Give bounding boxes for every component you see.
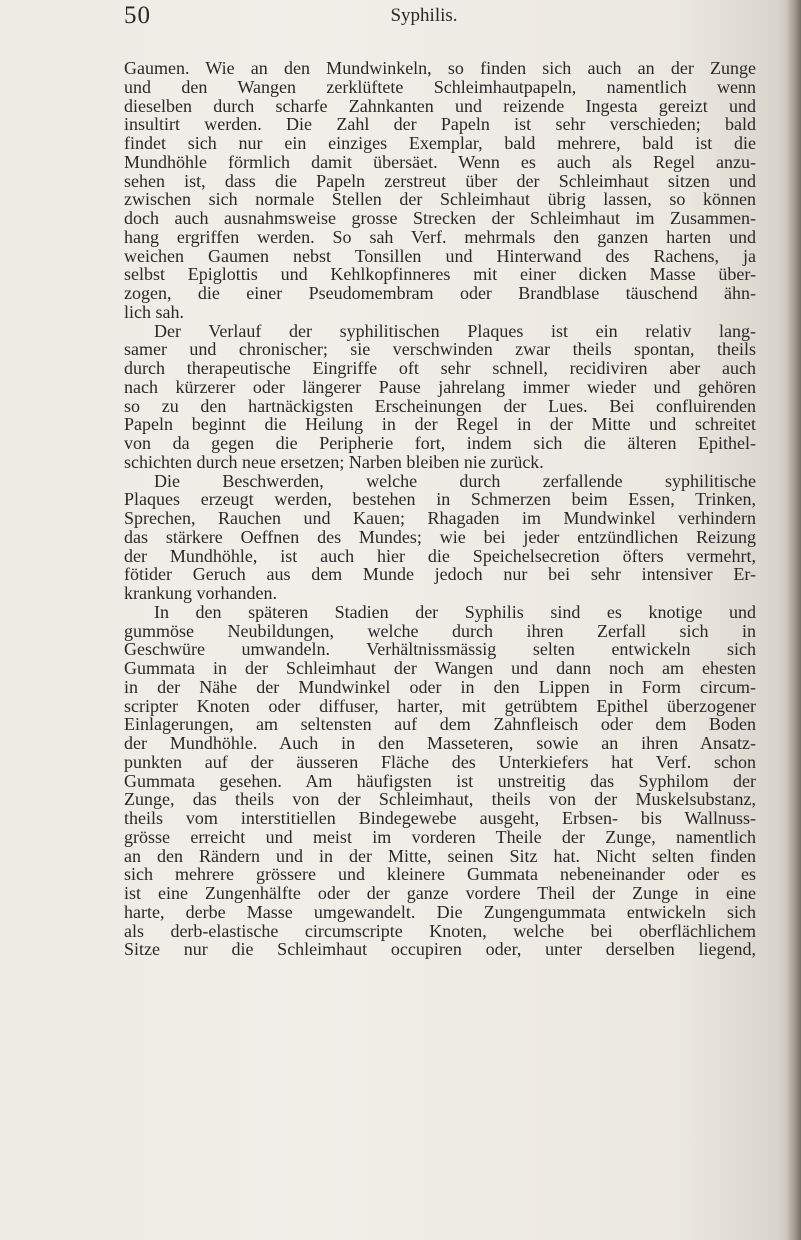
text-line: schichten durch neue ersetzen; Narben bleiben nie zurück. (124, 451, 544, 472)
text-line: dieselben durch scharfe Zahnkanten und reizende Ingesta gereizt und (124, 95, 756, 116)
text-line: Gummata in der Schleimhaut der Wangen und dann noch am ehesten (124, 658, 756, 678)
text-line: der Mundhöhle. Auch in den Masseteren, sowie an ihren Ansatz- (124, 733, 756, 753)
text-line: sich mehrere grössere und kleinere Gummata nebeneinander oder es (124, 864, 756, 885)
text-line: Zunge, das theils von der Schleimhaut, theils von der Muskelsubstanz, (124, 789, 756, 810)
text-line: Gummata gesehen. Am häufigsten ist unstreitig das Syphilom der (124, 770, 756, 791)
text-line: Sprechen, Rauchen und Kauen; Rhagaden im Mundwinkel verhindern (124, 508, 756, 528)
text-line: das stärkere Oeffnen des Mundes; wie bei jeder entzündlichen Reizung (124, 526, 756, 547)
text-line: weichen Gaumen nebst Tonsillen und Hinterwand des Rachens, ja (124, 245, 756, 266)
text-line: zogen, die einer Pseudomembram oder Brandblase täuschend ähn- (124, 283, 756, 303)
text-line: durch therapeutische Eingriffe oft sehr schnell, recidiviren aber auch (124, 358, 756, 378)
text-line: insultirt werden. Die Zahl der Papeln ist sehr verschieden; bald (124, 114, 756, 135)
text-line: hang ergriffen werden. So sah Verf. mehrmals den ganzen harten und (124, 226, 756, 247)
text-line: lich sah. (124, 301, 184, 322)
text-line: samer und chronischer; sie verschwinden zwar theils spontan, theils (124, 339, 756, 360)
text-line: In den späteren Stadien der Syphilis sind es knotige und (154, 601, 756, 622)
text-line: Einlagerungen, am seltensten auf dem Zahnfleisch oder dem Boden (124, 714, 756, 735)
text-line: grösse erreicht und meist im vorderen Theile der Zunge, namentlich (124, 826, 756, 847)
text-line: als derb-elastische circumscripte Knoten, welche bei oberflächlichem (124, 920, 756, 941)
text-line: so zu den hartnäckigsten Erscheinungen der Lues. Bei confluirenden (124, 395, 756, 416)
text-line: Plaques erzeugt werden, bestehen in Schmerzen beim Essen, Trinken, (124, 489, 756, 510)
body-text (124, 59, 756, 959)
text-line: harte, derbe Masse umgewandelt. Die Zungengummata entwickeln sich (124, 901, 756, 922)
page-edge-shadow (787, 0, 801, 1240)
text-line: krankung vorhanden. (124, 583, 277, 603)
text-line: fötider Geruch aus dem Munde jedoch nur bei sehr intensiver Er- (124, 564, 756, 585)
text-line: Die Beschwerden, welche durch zerfallende syphilitische (154, 470, 756, 491)
text-line: scripter Knoten oder diffuser, harter, mit getrübtem Epithel überzogener (124, 695, 756, 716)
text-line: der Mundhöhle, ist auch hier die Speichelsecretion öfters vermehrt, (124, 545, 756, 566)
text-line: punkten auf der äusseren Fläche des Unterkiefers hat Verf. schon (124, 751, 756, 772)
text-line: Geschwüre umwandeln. Verhältnissmässig selten entwickeln sich (124, 639, 756, 660)
text-line: und den Wangen zerklüftete Schleimhautpapeln, namentlich wenn (124, 76, 756, 97)
text-line: theils vom interstitiellen Bindegewebe ausgeht, Erbsen- bis Wallnuss- (124, 808, 756, 828)
text-line: Papeln beginnt die Heilung in der Regel in der Mitte und schreitet (124, 414, 756, 435)
page-header (124, 2, 724, 32)
running-head-text: Syphilis. (390, 5, 458, 26)
text-line: gummöse Neubildungen, welche durch ihren Zerfall sich in (124, 620, 756, 641)
page-number: 50 (124, 2, 151, 29)
running-head (124, 5, 724, 27)
text-line: findet sich nur ein einziges Exemplar, bald mehrere, bald ist die (124, 133, 756, 153)
text-line: ist eine Zungenhälfte oder der ganze vordere Theil der Zunge in eine (124, 883, 756, 903)
text-line: von da gegen die Peripherie fort, indem sich die älteren Epithel- (124, 433, 756, 453)
text-line: Der Verlauf der syphilitischen Plaques ist ein relativ lang- (154, 320, 756, 341)
text-line: nach kürzerer oder längerer Pause jahrelang immer wieder und gehören (124, 376, 756, 397)
text-line: Sitze nur die Schleimhaut occupiren oder, unter derselben liegend, (124, 939, 756, 960)
text-line: Gaumen. Wie an den Mundwinkeln, so finden sich auch an der Zunge (124, 58, 756, 78)
text-line: an den Rändern und in der Mitte, seinen Sitz hat. Nicht selten finden (124, 845, 756, 866)
text-line: selbst Epiglottis und Kehlkopfinneres mit einer dicken Masse über- (124, 264, 756, 285)
text-line: zwischen sich normale Stellen der Schleimhaut übrig lassen, so können (124, 189, 756, 210)
text-line: doch auch ausnahmsweise grosse Strecken der Schleimhaut im Zusammen- (124, 208, 756, 228)
text-line: Mundhöhle förmlich damit übersäet. Wenn es auch als Regel anzu- (124, 151, 756, 172)
text-line: sehen ist, dass die Papeln zerstreut über der Schleimhaut sitzen und (124, 170, 756, 191)
text-line: in der Nähe der Mundwinkel oder in den Lippen in Form circum- (124, 676, 756, 697)
